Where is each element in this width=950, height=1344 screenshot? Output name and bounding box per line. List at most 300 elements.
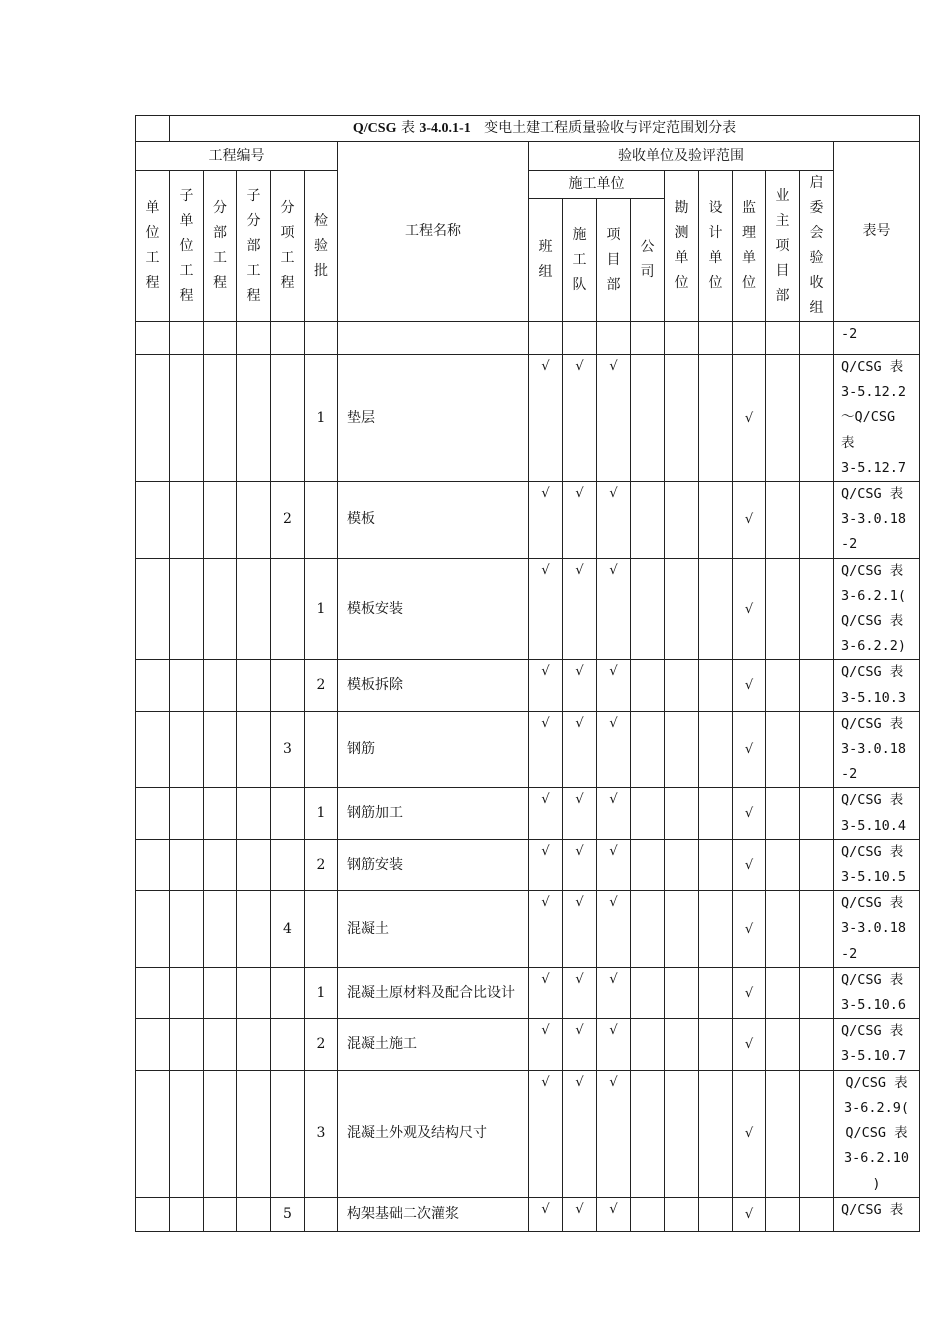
survey-cell bbox=[665, 482, 699, 559]
team-check: √ bbox=[529, 891, 563, 968]
form-number-cell bbox=[834, 1197, 920, 1231]
dept-check: √ bbox=[597, 355, 631, 482]
supervision-check: √ bbox=[733, 967, 766, 1018]
crew-check: √ bbox=[563, 967, 597, 1018]
design-cell bbox=[699, 839, 733, 890]
form-number-line: Q/CSG 表 bbox=[845, 1074, 908, 1091]
division-project-cell bbox=[204, 967, 237, 1018]
form-number-line: -2 bbox=[841, 766, 858, 783]
unit-project-cell bbox=[136, 558, 170, 660]
header-char: 分 bbox=[213, 200, 227, 216]
project-name-cell: 模板 bbox=[338, 482, 529, 559]
inspection-lot-cell: 1 bbox=[305, 967, 338, 1018]
unit-project-cell bbox=[136, 660, 170, 711]
header-char: 位 bbox=[742, 275, 756, 291]
header-char: 工 bbox=[145, 250, 160, 266]
design-cell bbox=[699, 482, 733, 559]
item-project-cell bbox=[271, 788, 305, 839]
form-number-header: 表号 bbox=[834, 142, 920, 322]
survey-cell bbox=[665, 355, 699, 482]
header-char: 收 bbox=[809, 275, 824, 291]
team-check: √ bbox=[529, 711, 563, 788]
item-project-cell bbox=[271, 558, 305, 660]
project-name-cell: 混凝土外观及结构尺寸 bbox=[338, 1070, 529, 1197]
design-cell bbox=[699, 1197, 733, 1231]
header-char: 验 bbox=[314, 237, 328, 254]
form-number-cell bbox=[834, 711, 920, 788]
inspection-lot-cell bbox=[305, 482, 338, 559]
division-project-cell bbox=[204, 322, 237, 355]
startup-committee-header bbox=[800, 171, 834, 322]
form-number-line: Q/CSG 表 bbox=[841, 359, 904, 375]
division-project-cell bbox=[204, 660, 237, 711]
crew-check: √ bbox=[563, 660, 597, 711]
design-cell bbox=[699, 558, 733, 660]
team-check: √ bbox=[529, 660, 563, 711]
form-number-line: 3-3.0.18 bbox=[841, 511, 907, 528]
title-blank-cell bbox=[136, 116, 170, 142]
division-project-cell bbox=[204, 558, 237, 660]
dept-check: √ bbox=[597, 891, 631, 968]
form-number-cell bbox=[834, 1070, 920, 1197]
team-check bbox=[529, 322, 563, 355]
division-project-cell bbox=[204, 1197, 237, 1231]
item-project-cell bbox=[271, 839, 305, 890]
table-row bbox=[136, 1019, 920, 1070]
header-char: 单 bbox=[708, 250, 723, 266]
survey-cell bbox=[665, 891, 699, 968]
inspection-lot-cell bbox=[305, 1197, 338, 1231]
crew-check: √ bbox=[563, 711, 597, 788]
form-number-line: -2 bbox=[841, 326, 858, 342]
company-cell bbox=[631, 1070, 665, 1197]
header-char: 项 bbox=[775, 237, 790, 254]
item-project-cell: 5 bbox=[271, 1197, 305, 1231]
item-project-header bbox=[271, 171, 305, 322]
project-name-cell: 钢筋安装 bbox=[338, 839, 529, 890]
form-number-line: Q/CSG 表 bbox=[841, 562, 904, 579]
inspection-lot-cell: 1 bbox=[305, 788, 338, 839]
header-char: 工 bbox=[280, 250, 295, 266]
acceptance-scope-header: 验收单位及验评范围 bbox=[529, 142, 834, 171]
survey-cell bbox=[665, 660, 699, 711]
table-row bbox=[136, 711, 920, 788]
header-char: 组 bbox=[809, 300, 824, 316]
unit-project-cell bbox=[136, 891, 170, 968]
team-check: √ bbox=[529, 788, 563, 839]
item-project-cell: 4 bbox=[271, 891, 305, 968]
owner-cell bbox=[766, 1070, 800, 1197]
form-number-cell bbox=[834, 558, 920, 660]
form-number-line: 3-5.10.4 bbox=[841, 817, 907, 834]
committee-cell bbox=[800, 711, 834, 788]
company-cell bbox=[631, 482, 665, 559]
supervision-check: √ bbox=[733, 1019, 766, 1070]
form-number-cell bbox=[834, 788, 920, 839]
company-header bbox=[631, 199, 665, 322]
sub-division-project-cell bbox=[237, 1070, 271, 1197]
table-row bbox=[136, 1197, 920, 1231]
header-char: 位 bbox=[674, 275, 689, 291]
header-char: 单 bbox=[179, 212, 194, 229]
company-cell bbox=[631, 891, 665, 968]
header-char: 业 bbox=[775, 187, 790, 204]
header-char: 检 bbox=[314, 212, 328, 229]
dept-check: √ bbox=[597, 482, 631, 559]
supervision-check bbox=[733, 322, 766, 355]
project-name-cell: 模板拆除 bbox=[338, 660, 529, 711]
header-char: 位 bbox=[145, 225, 160, 241]
design-cell bbox=[699, 967, 733, 1018]
sub-division-project-cell bbox=[237, 711, 271, 788]
header-char: 启 bbox=[809, 175, 824, 191]
sub-division-project-cell bbox=[237, 891, 271, 968]
division-project-cell bbox=[204, 839, 237, 890]
company-cell bbox=[631, 322, 665, 355]
table-row bbox=[136, 967, 920, 1018]
header-char: 班 bbox=[538, 239, 553, 256]
form-number-line: 3-6.2.10 bbox=[843, 1150, 910, 1167]
supervision-check: √ bbox=[733, 839, 766, 890]
company-cell bbox=[631, 967, 665, 1018]
project-name-header: 工程名称 bbox=[338, 142, 529, 322]
survey-cell bbox=[665, 1070, 699, 1197]
team-check: √ bbox=[529, 1197, 563, 1231]
company-cell bbox=[631, 1197, 665, 1231]
header-char: 委 bbox=[809, 200, 824, 216]
sub-unit-project-cell bbox=[170, 322, 204, 355]
sub-division-project-cell bbox=[237, 967, 271, 1018]
sub-division-project-cell bbox=[237, 322, 271, 355]
header-char: 程 bbox=[179, 287, 194, 304]
form-number-line: Q/CSG 表 bbox=[841, 971, 904, 988]
sub-division-project-header bbox=[237, 171, 271, 322]
acceptance-scope-table bbox=[135, 115, 920, 1232]
form-number-line: 3-5.12.7 bbox=[841, 459, 907, 476]
committee-cell bbox=[800, 1019, 834, 1070]
table-row bbox=[136, 322, 920, 355]
form-number-line: 3-3.0.18 bbox=[841, 920, 907, 937]
form-number-line: Q/CSG 表 bbox=[841, 715, 904, 732]
item-project-cell: 3 bbox=[271, 711, 305, 788]
sub-unit-project-header bbox=[170, 171, 204, 322]
unit-project-header bbox=[136, 171, 170, 322]
header-char: 公 bbox=[640, 239, 655, 256]
header-char: 主 bbox=[775, 212, 790, 229]
item-project-cell: 2 bbox=[271, 482, 305, 559]
sub-division-project-cell bbox=[237, 1197, 271, 1231]
owner-cell bbox=[766, 839, 800, 890]
dept-check: √ bbox=[597, 711, 631, 788]
header-char: 部 bbox=[213, 225, 227, 241]
sub-unit-project-cell bbox=[170, 788, 204, 839]
form-number-cell bbox=[834, 967, 920, 1018]
form-number-line: Q/CSG 表 bbox=[841, 1201, 904, 1218]
table-row bbox=[136, 558, 920, 660]
project-name-cell: 模板安装 bbox=[338, 558, 529, 660]
form-number-cell bbox=[834, 355, 920, 482]
crew-check: √ bbox=[563, 558, 597, 660]
unit-project-cell bbox=[136, 788, 170, 839]
dept-check: √ bbox=[597, 788, 631, 839]
design-cell bbox=[699, 1070, 733, 1197]
form-number-cell bbox=[834, 322, 920, 355]
project-name-cell: 钢筋加工 bbox=[338, 788, 529, 839]
inspection-lot-cell: 2 bbox=[305, 660, 338, 711]
design-cell bbox=[699, 891, 733, 968]
team-check: √ bbox=[529, 967, 563, 1018]
owner-cell bbox=[766, 322, 800, 355]
form-number-cell bbox=[834, 482, 920, 559]
header-char: 子 bbox=[179, 187, 194, 204]
form-number-cell bbox=[834, 660, 920, 711]
owner-cell bbox=[766, 1197, 800, 1231]
crew-check: √ bbox=[563, 891, 597, 968]
header-char: 位 bbox=[708, 275, 723, 291]
crew-check bbox=[563, 322, 597, 355]
header-char: 批 bbox=[314, 262, 328, 279]
crew-check: √ bbox=[563, 355, 597, 482]
supervision-check: √ bbox=[733, 891, 766, 968]
header-char: 部 bbox=[606, 276, 621, 293]
form-number-cell bbox=[834, 839, 920, 890]
survey-cell bbox=[665, 558, 699, 660]
inspection-lot-header bbox=[305, 171, 338, 322]
sub-division-project-cell bbox=[237, 482, 271, 559]
sub-division-project-cell bbox=[237, 788, 271, 839]
form-number-line: Q/CSG 表 bbox=[845, 1125, 908, 1142]
table-row bbox=[136, 788, 920, 839]
project-name-cell bbox=[338, 322, 529, 355]
header-char: 程 bbox=[213, 275, 227, 291]
project-dept-header bbox=[597, 199, 631, 322]
division-project-cell bbox=[204, 482, 237, 559]
company-cell bbox=[631, 711, 665, 788]
header-char: 队 bbox=[572, 276, 587, 293]
form-number-line: Q/CSG 表 bbox=[841, 613, 904, 630]
table-row bbox=[136, 355, 920, 482]
form-number-line: 3-5.10.5 bbox=[841, 869, 907, 886]
header-char: 部 bbox=[775, 287, 790, 304]
owner-project-dept-header bbox=[766, 171, 800, 322]
form-number-line: 表 bbox=[841, 434, 855, 451]
sub-unit-project-cell bbox=[170, 891, 204, 968]
item-project-cell bbox=[271, 660, 305, 711]
team-check: √ bbox=[529, 1019, 563, 1070]
dept-check: √ bbox=[597, 1197, 631, 1231]
form-number-line: -2 bbox=[841, 536, 858, 553]
owner-cell bbox=[766, 891, 800, 968]
form-number-line: 3-6.2.2) bbox=[841, 638, 907, 655]
unit-project-cell bbox=[136, 322, 170, 355]
dept-check: √ bbox=[597, 558, 631, 660]
survey-cell bbox=[665, 788, 699, 839]
sub-division-project-cell bbox=[237, 839, 271, 890]
inspection-lot-cell: 2 bbox=[305, 839, 338, 890]
header-char: 分 bbox=[280, 200, 295, 216]
committee-cell bbox=[800, 967, 834, 1018]
survey-cell bbox=[665, 839, 699, 890]
header-char: 组 bbox=[538, 264, 553, 281]
crew-check: √ bbox=[563, 482, 597, 559]
owner-cell bbox=[766, 967, 800, 1018]
division-project-header bbox=[204, 171, 237, 322]
division-project-cell bbox=[204, 1019, 237, 1070]
sub-unit-project-cell bbox=[170, 1197, 204, 1231]
form-number-line: 3-5.10.3 bbox=[841, 689, 907, 706]
header-char: 工 bbox=[246, 262, 261, 279]
table-row bbox=[136, 660, 920, 711]
header-char: 项 bbox=[280, 225, 295, 241]
header-char: 施 bbox=[572, 226, 587, 243]
sub-unit-project-cell bbox=[170, 1019, 204, 1070]
owner-cell bbox=[766, 788, 800, 839]
form-number-line: Q/CSG 表 bbox=[841, 792, 904, 809]
unit-project-cell bbox=[136, 355, 170, 482]
committee-cell bbox=[800, 322, 834, 355]
dept-check bbox=[597, 322, 631, 355]
unit-project-cell bbox=[136, 711, 170, 788]
design-cell bbox=[699, 322, 733, 355]
table-row bbox=[136, 891, 920, 968]
committee-cell bbox=[800, 482, 834, 559]
dept-check: √ bbox=[597, 967, 631, 1018]
owner-cell bbox=[766, 1019, 800, 1070]
supervision-check: √ bbox=[733, 1070, 766, 1197]
company-cell bbox=[631, 660, 665, 711]
unit-project-cell bbox=[136, 839, 170, 890]
sub-division-project-cell bbox=[237, 558, 271, 660]
unit-project-cell bbox=[136, 482, 170, 559]
form-number-line: Q/CSG 表 bbox=[841, 895, 904, 912]
team-check: √ bbox=[529, 839, 563, 890]
company-cell bbox=[631, 788, 665, 839]
owner-cell bbox=[766, 711, 800, 788]
header-char: 程 bbox=[145, 275, 160, 291]
inspection-lot-cell: 1 bbox=[305, 355, 338, 482]
form-number-line: Q/CSG 表 bbox=[841, 486, 904, 503]
item-project-cell bbox=[271, 322, 305, 355]
committee-cell bbox=[800, 788, 834, 839]
header-char: 验 bbox=[809, 250, 824, 266]
form-number-line: 3-5.10.6 bbox=[841, 997, 907, 1014]
survey-cell bbox=[665, 1019, 699, 1070]
crew-check: √ bbox=[563, 788, 597, 839]
inspection-lot-cell: 3 bbox=[305, 1070, 338, 1197]
header-char: 会 bbox=[809, 225, 824, 241]
form-number-cell bbox=[834, 1019, 920, 1070]
survey-cell bbox=[665, 322, 699, 355]
company-cell bbox=[631, 355, 665, 482]
design-unit-header bbox=[699, 171, 733, 322]
supervision-check: √ bbox=[733, 482, 766, 559]
sub-unit-project-cell bbox=[170, 558, 204, 660]
header-char: 测 bbox=[674, 225, 689, 241]
header-char: 设 bbox=[708, 200, 723, 216]
form-number-line: Q/CSG 表 bbox=[841, 1023, 904, 1040]
project-name-cell: 构架基础二次灌浆 bbox=[338, 1197, 529, 1231]
division-project-cell bbox=[204, 788, 237, 839]
division-project-cell bbox=[204, 355, 237, 482]
table-title: Q/CSG 表 3-4.0.1-1 变电土建工程质量验收与评定范围划分表 bbox=[170, 116, 920, 142]
design-cell bbox=[699, 788, 733, 839]
header-char: 目 bbox=[775, 262, 790, 279]
header-char: 工 bbox=[572, 251, 587, 268]
item-project-cell bbox=[271, 1019, 305, 1070]
table-row bbox=[136, 839, 920, 890]
committee-cell bbox=[800, 355, 834, 482]
crew-check: √ bbox=[563, 1197, 597, 1231]
sub-unit-project-cell bbox=[170, 482, 204, 559]
unit-project-cell bbox=[136, 1070, 170, 1197]
sub-division-project-cell bbox=[237, 355, 271, 482]
team-check: √ bbox=[529, 482, 563, 559]
item-project-cell bbox=[271, 355, 305, 482]
company-cell bbox=[631, 558, 665, 660]
form-number-line: ～Q/CSG bbox=[841, 409, 896, 426]
project-name-cell: 混凝土 bbox=[338, 891, 529, 968]
form-number-line: 3-5.12.2 bbox=[841, 384, 907, 401]
form-number-line: 3-6.2.9( bbox=[843, 1099, 910, 1116]
form-number-line: -2 bbox=[841, 945, 858, 962]
supervision-check: √ bbox=[733, 711, 766, 788]
header-char: 勘 bbox=[674, 200, 689, 216]
design-cell bbox=[699, 660, 733, 711]
committee-cell bbox=[800, 1197, 834, 1231]
unit-project-cell bbox=[136, 967, 170, 1018]
unit-project-cell bbox=[136, 1019, 170, 1070]
sub-unit-project-cell bbox=[170, 839, 204, 890]
project-name-cell: 混凝土施工 bbox=[338, 1019, 529, 1070]
survey-cell bbox=[665, 1197, 699, 1231]
header-char: 项 bbox=[606, 226, 621, 243]
supervision-check: √ bbox=[733, 660, 766, 711]
dept-check: √ bbox=[597, 839, 631, 890]
owner-cell bbox=[766, 355, 800, 482]
form-number-line: 3-3.0.18 bbox=[841, 741, 907, 758]
unit-project-cell bbox=[136, 1197, 170, 1231]
design-cell bbox=[699, 711, 733, 788]
crew-check: √ bbox=[563, 1019, 597, 1070]
inspection-lot-cell: 1 bbox=[305, 558, 338, 660]
construction-unit-header: 施工单位 bbox=[529, 171, 665, 199]
inspection-lot-cell bbox=[305, 891, 338, 968]
dept-check: √ bbox=[597, 1019, 631, 1070]
form-number-line: Q/CSG 表 bbox=[841, 664, 904, 681]
committee-cell bbox=[800, 891, 834, 968]
header-char: 司 bbox=[640, 264, 655, 281]
header-char: 单 bbox=[674, 250, 689, 266]
form-number-line: 3-6.2.1( bbox=[841, 587, 907, 604]
project-number-header: 工程编号 bbox=[136, 142, 338, 171]
sub-unit-project-cell bbox=[170, 711, 204, 788]
crew-check: √ bbox=[563, 839, 597, 890]
item-project-cell bbox=[271, 967, 305, 1018]
header-char: 单 bbox=[145, 200, 160, 216]
team-check: √ bbox=[529, 355, 563, 482]
header-char: 位 bbox=[179, 237, 194, 254]
team-check: √ bbox=[529, 1070, 563, 1197]
project-name-cell: 混凝土原材料及配合比设计 bbox=[338, 967, 529, 1018]
project-name-cell: 垫层 bbox=[338, 355, 529, 482]
supervision-check: √ bbox=[733, 355, 766, 482]
header-char: 理 bbox=[742, 225, 756, 241]
form-number-line: 3-5.10.7 bbox=[841, 1048, 907, 1065]
dept-check: √ bbox=[597, 660, 631, 711]
header-char: 子 bbox=[246, 187, 261, 204]
division-project-cell bbox=[204, 1070, 237, 1197]
form-number-cell bbox=[834, 891, 920, 968]
